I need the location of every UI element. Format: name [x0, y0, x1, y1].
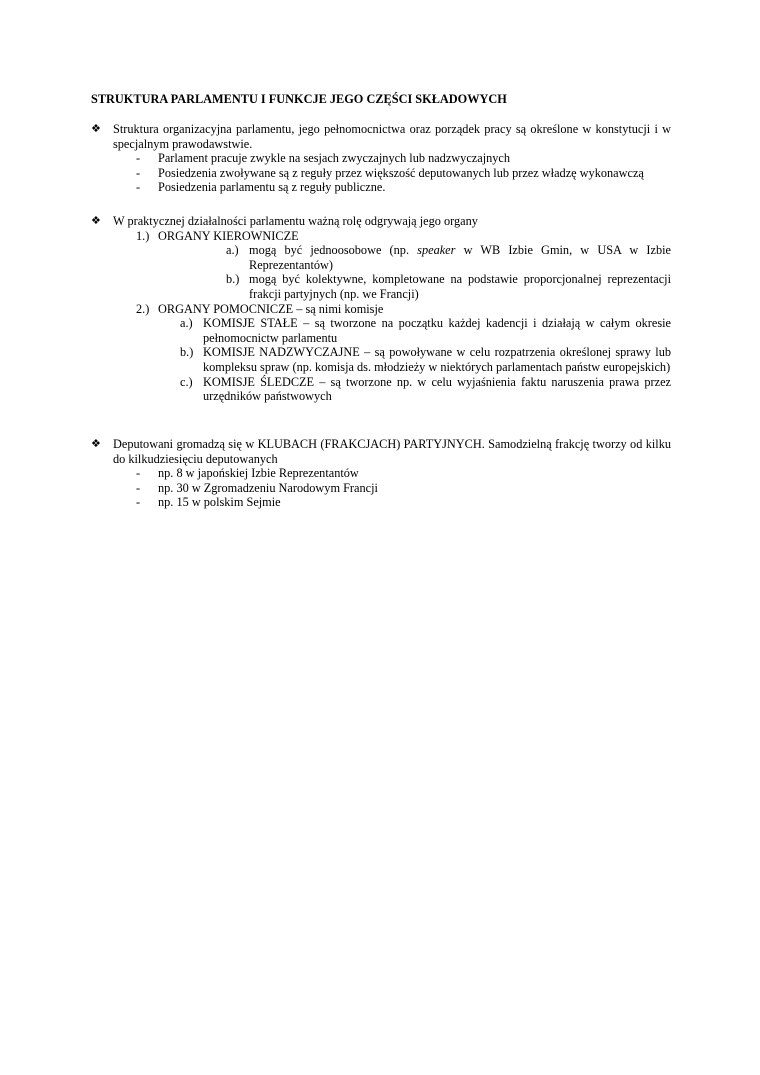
- dash-icon: -: [136, 480, 141, 495]
- organ-auxiliary-c: [91, 375, 671, 404]
- sub-text-em: speaker: [417, 243, 456, 258]
- diamond-bullet-icon: ❖: [91, 122, 101, 135]
- organ-auxiliary-a: [91, 316, 671, 345]
- list-item-text: Posiedzenia zwoływane są z reguły przez większość deputowanych lub przez władzę wykonawczą: [158, 165, 644, 180]
- organ-label: ORGANY POMOCNICZE – są nimi komisje: [158, 301, 384, 316]
- list-item: [91, 166, 671, 181]
- organ-governing: [91, 229, 671, 244]
- sub-letter: a.): [180, 316, 193, 331]
- list-item: [91, 495, 671, 510]
- dash-icon: -: [136, 151, 141, 166]
- sub-text-pre: mogą być jednoosobowe (np.: [249, 243, 418, 258]
- section-structure-text: Struktura organizacyjna parlamentu, jego pełnomocnictwa oraz porządek pracy są określone w konstytucji i w specjalnym prawodawstwie.: [113, 122, 671, 151]
- dash-icon: -: [136, 180, 141, 195]
- document-title: STRUKTURA PARLAMENTU I FUNKCJE JEGO CZĘŚCI SKŁADOWYCH: [91, 92, 507, 106]
- organ-label: ORGANY KIEROWNICZE: [158, 228, 299, 243]
- organ-auxiliary-b: [91, 345, 671, 374]
- sub-letter: b.): [180, 345, 194, 360]
- list-item: [91, 151, 671, 166]
- section-organs-text: W praktycznej działalności parlamentu ważną rolę odgrywają jego organy: [113, 214, 478, 228]
- diamond-bullet-icon: ❖: [91, 437, 101, 450]
- list-item-text: Posiedzenia parlamentu są z reguły publiczne.: [158, 180, 386, 195]
- organ-number: 2.): [136, 301, 150, 316]
- sub-text: KOMISJE STAŁE – są tworzone na początku każdej kadencji i działają w całym okresie pełnomocnictw parlamentu: [203, 316, 671, 345]
- sub-letter: b.): [226, 272, 240, 287]
- sub-text: mogą być kolektywne, kompletowane na podstawie proporcjonalnej reprezentacji frakcji partyjnych (np. we Francji): [249, 272, 671, 301]
- section-clubs-text: Deputowani gromadzą się w KLUBACH (FRAKCJACH) PARTYJNYCH. Samodzielną frakcję tworzy od kilku do kilkudziesięciu deputowanych: [113, 437, 671, 466]
- section-structure: [91, 122, 671, 195]
- sub-text-post: w WB Izbie Gmin, w USA w Izbie Reprezentantów): [249, 243, 671, 272]
- list-item-text: Parlament pracuje zwykle na sesjach zwyczajnych lub nadzwyczajnych: [158, 151, 511, 166]
- list-item: [91, 466, 671, 481]
- organ-governing-b: [91, 272, 671, 301]
- organ-governing-a: [91, 243, 671, 272]
- sub-letter: c.): [180, 374, 193, 389]
- sub-letter: a.): [226, 243, 239, 258]
- list-item-text: np. 15 w polskim Sejmie: [158, 495, 281, 510]
- sub-text: KOMISJE ŚLEDCZE – są tworzone np. w celu wyjaśnienia faktu naruszenia prawa przez urzędników państwowych: [203, 374, 671, 404]
- dash-icon: -: [136, 495, 141, 510]
- dash-icon: -: [136, 165, 141, 180]
- section-clubs: [91, 437, 671, 510]
- dash-icon: -: [136, 466, 141, 481]
- section-structure-list: [91, 151, 671, 195]
- diamond-bullet-icon: ❖: [91, 214, 101, 227]
- list-item-text: np. 8 w japońskiej Izbie Reprezentantów: [158, 466, 359, 481]
- list-item-text: np. 30 w Zgromadzeniu Narodowym Francji: [158, 480, 378, 495]
- organ-number: 1.): [136, 228, 150, 243]
- sub-text: KOMISJE NADZWYCZAJNE – są powoływane w celu rozpatrzenia określonej sprawy lub kompleksu spraw (np. komisja ds. młodzieży w niektórych parlamentach państw europejskich): [203, 345, 671, 374]
- list-item: [91, 180, 671, 195]
- section-clubs-list: [91, 466, 671, 510]
- list-item: [91, 481, 671, 496]
- organ-auxiliary: [91, 302, 671, 317]
- section-organs: [91, 214, 671, 404]
